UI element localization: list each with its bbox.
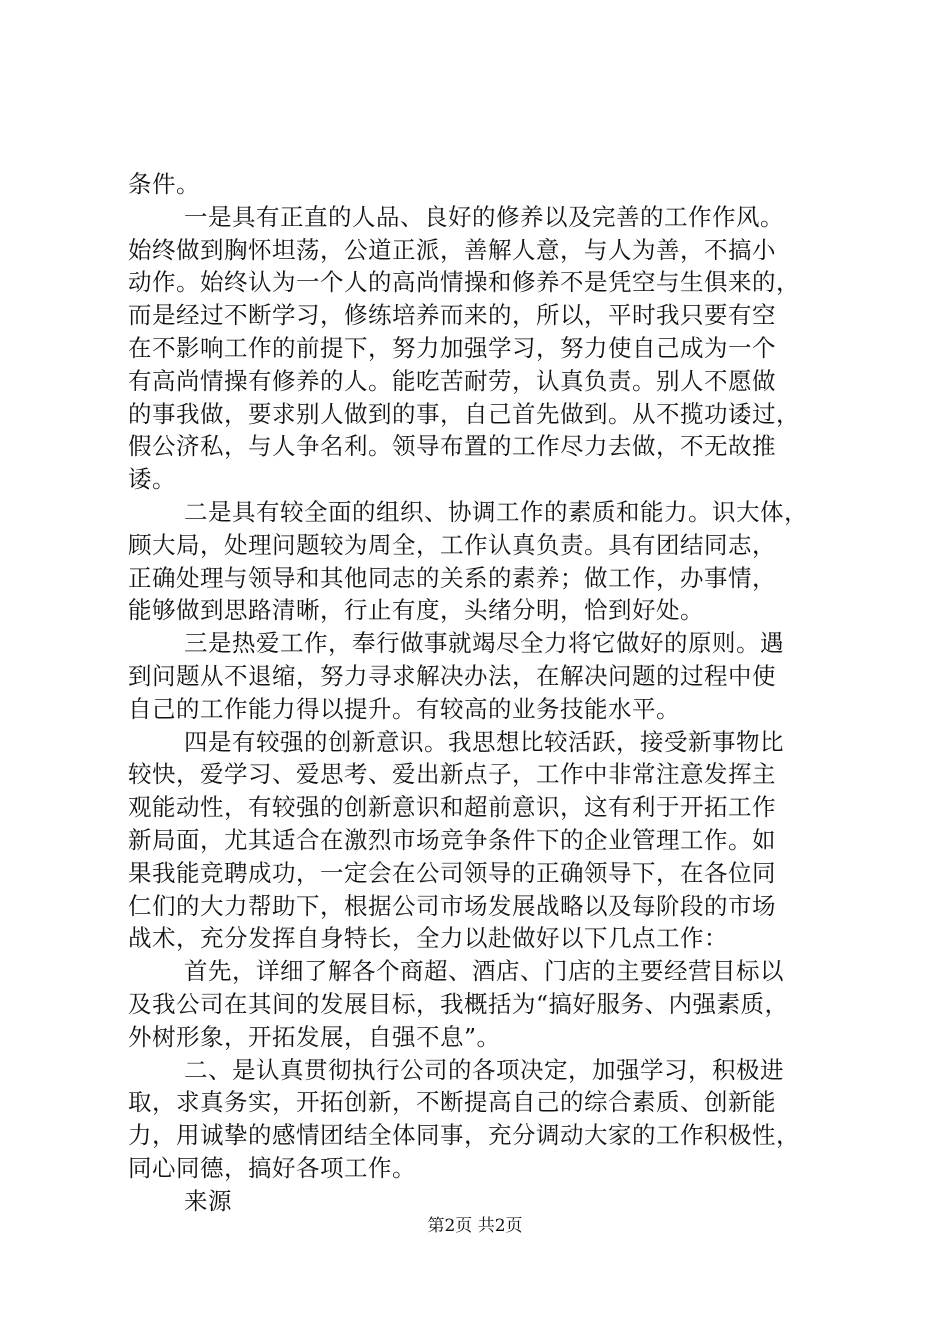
text-line: 的事我做，要求别人做到的事，自己首先做到。从不揽功诿过， bbox=[128, 399, 800, 428]
paragraph-start: 四是有较强的创新意识。我思想比较活跃，接受新事物比 bbox=[184, 727, 784, 756]
text-line: 同心同德，搞好各项工作。 bbox=[128, 1153, 416, 1182]
text-line: 果我能竞聘成功，一定会在公司领导的正确领导下，在各位同 bbox=[128, 858, 776, 887]
text-line: 条件。 bbox=[128, 170, 200, 198]
text-line: 外树形象，开拓发展，自强不息”。 bbox=[128, 1022, 501, 1051]
text-line: 自己的工作能力得以提升。有较高的业务技能水平。 bbox=[128, 694, 680, 723]
paragraph-start: 三是热爱工作，奉行做事就竭尽全力将它做好的原则。遇 bbox=[184, 629, 784, 658]
text-line: 观能动性，有较强的创新意识和超前意识，这有利于开拓工作 bbox=[128, 793, 776, 822]
text-line: 顾大局，处理问题较为周全，工作认真负责。具有团结同志， bbox=[128, 530, 776, 559]
text-line: 战术，充分发挥自身特长，全力以赴做好以下几点工作： bbox=[128, 924, 728, 953]
text-line: 到问题从不退缩，努力寻求解决办法，在解决问题的过程中使 bbox=[128, 661, 776, 690]
text-line: 仁们的大力帮助下，根据公司市场发展战略以及每阶段的市场 bbox=[128, 891, 776, 920]
text-line: 诿。 bbox=[128, 465, 176, 494]
page-footer: 第2页 共2页 bbox=[427, 1216, 523, 1236]
source-label: 来源 bbox=[184, 1186, 232, 1215]
paragraph-start: 一是具有正直的人品、良好的修养以及完善的工作作风。 bbox=[184, 202, 784, 231]
text-line: 取，求真务实，开拓创新，不断提高自己的综合素质、创新能 bbox=[128, 1088, 776, 1117]
text-line: 及我公司在其间的发展目标，我概括为“搞好服务、内强素质， bbox=[128, 989, 789, 1018]
text-line: 新局面，尤其适合在激烈市场竞争条件下的企业管理工作。如 bbox=[128, 825, 776, 854]
text-line: 动作。始终认为一个人的高尚情操和修养不是凭空与生俱来的， bbox=[128, 268, 800, 297]
text-line: 始终做到胸怀坦荡，公道正派，善解人意，与人为善，不搞小 bbox=[128, 235, 776, 264]
text-line: 有高尚情操有修养的人。能吃苦耐劳，认真负责。别人不愿做 bbox=[128, 366, 776, 395]
text-line: 假公济私，与人争名利。领导布置的工作尽力去做，不无故推 bbox=[128, 432, 776, 461]
text-line: 在不影响工作的前提下，努力加强学习，努力使自己成为一个 bbox=[128, 333, 776, 362]
document-body bbox=[128, 168, 828, 1218]
text-line: 正确处理与领导和其他同志的关系的素养；做工作，办事情， bbox=[128, 563, 776, 592]
text-line: 能够做到思路清晰，行止有度，头绪分明，恰到好处。 bbox=[128, 596, 704, 625]
paragraph-start: 首先，详细了解各个商超、酒店、门店的主要经营目标以 bbox=[184, 957, 784, 986]
text-line: 力，用诚挚的感情团结全体同事，充分调动大家的工作积极性， bbox=[128, 1121, 800, 1150]
paragraph-start: 二、是认真贯彻执行公司的各项决定，加强学习，积极进 bbox=[184, 1055, 784, 1084]
paragraph-start: 二是具有较全面的组织、协调工作的素质和能力。识大体， bbox=[184, 497, 808, 526]
text-line: 较快，爱学习、爱思考、爱出新点子，工作中非常注意发挥主 bbox=[128, 760, 776, 789]
text-line: 而是经过不断学习，修练培养而来的，所以，平时我只要有空 bbox=[128, 301, 776, 330]
